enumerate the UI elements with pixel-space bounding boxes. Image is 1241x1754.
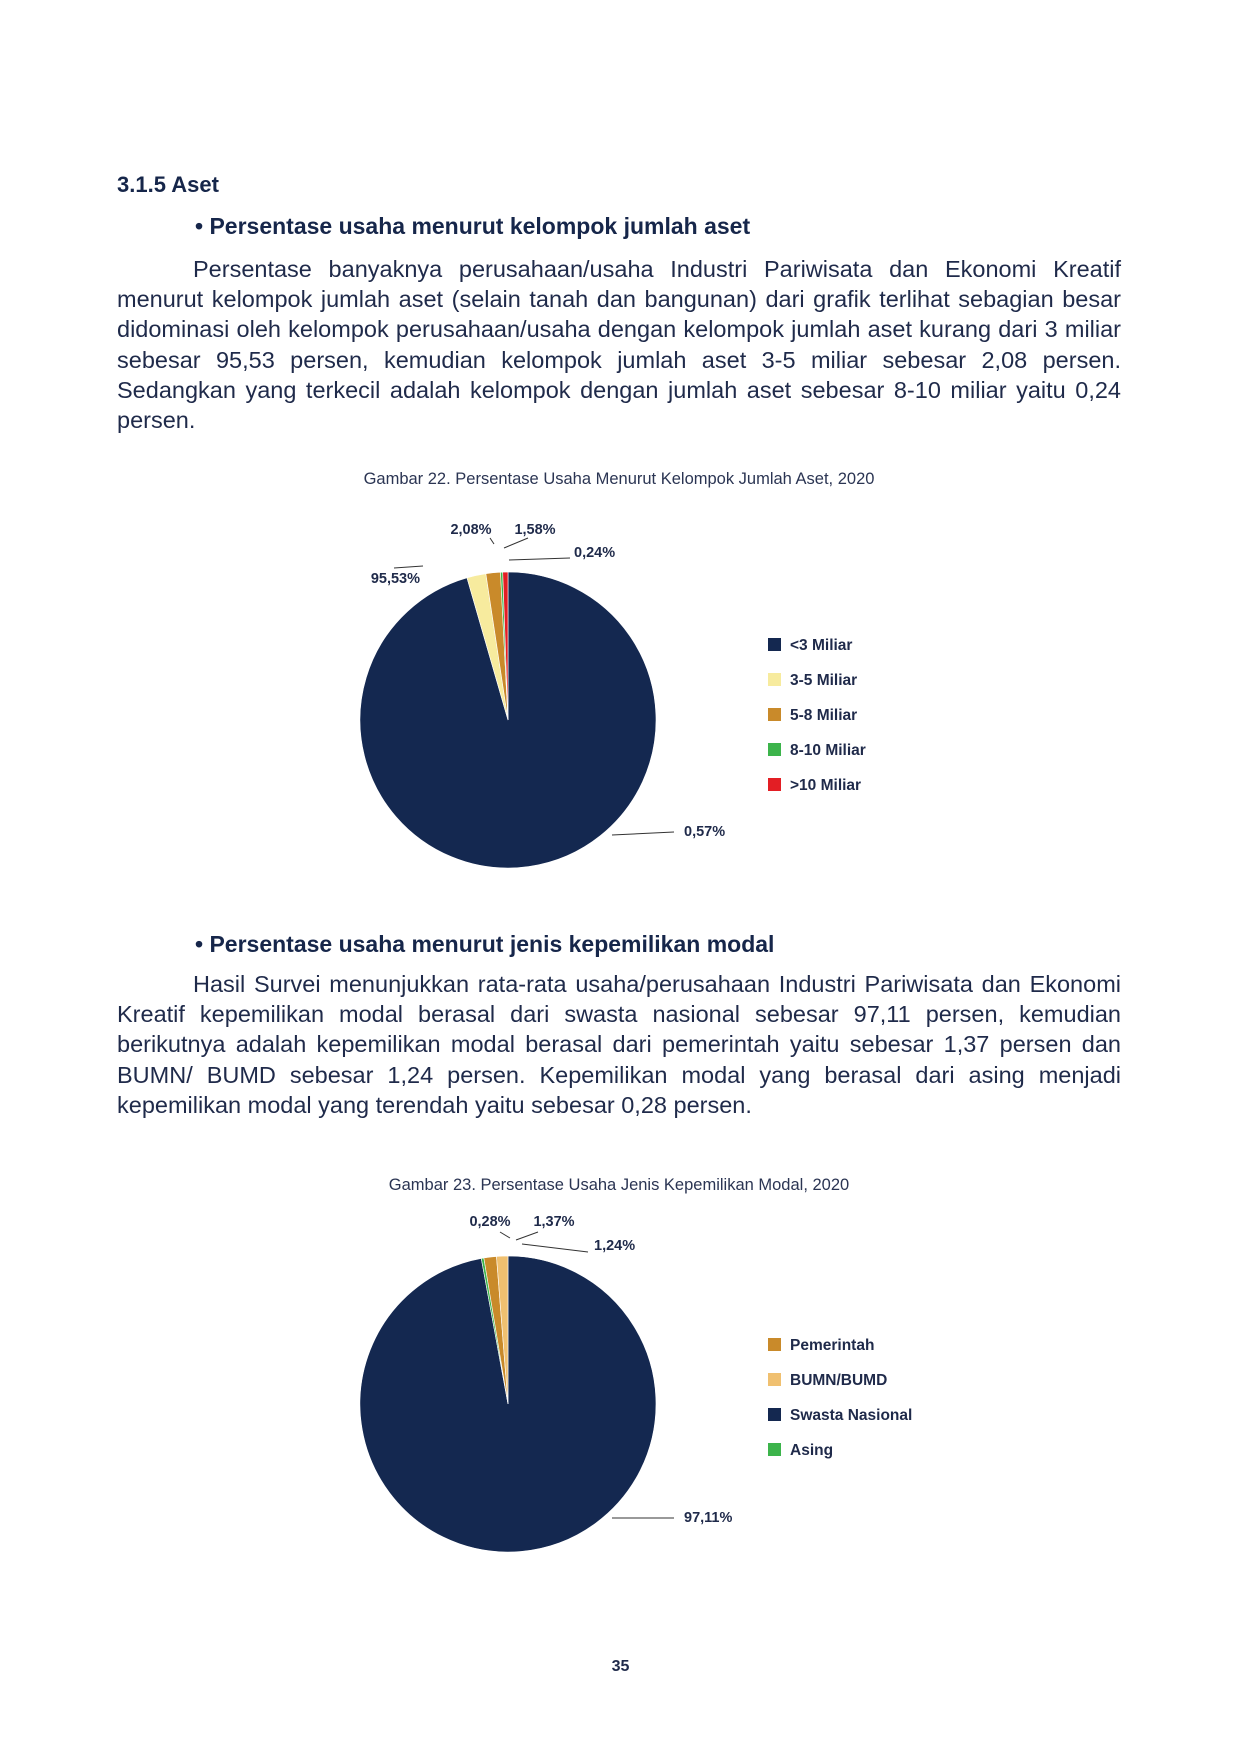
legend-swatch-2 xyxy=(768,708,781,721)
legend-label-1: BUMN/BUMD xyxy=(790,1372,888,1389)
leader-line-1 xyxy=(490,538,494,544)
leader-line-2 xyxy=(516,1232,538,1240)
legend-swatch-0 xyxy=(768,638,781,651)
leader-line-0 xyxy=(394,566,423,568)
subheading-aset: • Persentase usaha menurut kelompok jumlah aset xyxy=(195,213,751,239)
figure-caption-22: Gambar 22. Persentase Usaha Menurut Kelompok Jumlah Aset, 2020 xyxy=(363,470,875,488)
section-heading: 3.1.5 Aset xyxy=(117,172,219,197)
page-number: 35 xyxy=(611,1658,630,1675)
leader-line-3 xyxy=(522,1244,588,1252)
leader-line-3 xyxy=(509,558,570,560)
legend-label-2: Swasta Nasional xyxy=(790,1407,913,1424)
legend-swatch-2 xyxy=(768,1408,781,1421)
legend-swatch-1 xyxy=(768,1373,781,1386)
slice-label-1: 0,28% xyxy=(469,1214,511,1230)
slice-label-2: 1,58% xyxy=(514,522,556,538)
paragraph-aset: Persentase banyaknya perusahaan/usaha Industri Pariwisata dan Ekonomi Kreatif menurut kelompok jumlah aset (selain tanah dan bangunan) dari grafik terlihat sebagian besar didominasi oleh kelompok perusahaan/usaha dengan kelompok jumlah aset kurang dari 3 miliar sebesar 95,53 persen, kemudian kelompok jumlah aset 3-5 miliar sebesar 2,08 persen. Sedangkan yang terkecil adalah kelompok dengan jumlah aset sebesar 8-10 miliar yaitu 0,24 persen. xyxy=(117,256,1121,434)
leader-line-2 xyxy=(504,538,528,548)
legend-label-0: <3 Miliar xyxy=(790,637,853,654)
legend-swatch-3 xyxy=(768,1443,781,1456)
legend-label-4: >10 Miliar xyxy=(790,777,862,794)
leader-line-4 xyxy=(612,832,674,835)
legend-swatch-4 xyxy=(768,778,781,791)
legend-label-0: Pemerintah xyxy=(790,1337,875,1354)
leader-line-1 xyxy=(500,1232,510,1238)
slice-label-0: 97,11% xyxy=(684,1510,733,1526)
slice-label-3: 1,24% xyxy=(594,1238,636,1254)
legend-label-3: Asing xyxy=(790,1442,834,1459)
slice-label-4: 0,57% xyxy=(684,824,726,840)
slice-label-3: 0,24% xyxy=(574,545,616,561)
paragraph-modal: Hasil Survei menunjukkan rata-rata usaha/perusahaan Industri Pariwisata dan Ekonomi Kreatif kepemilikan modal berasal dari swasta nasional sebesar 97,11 persen, kemudian berikutnya adalah kepemilikan modal berasal dari pemerintah yaitu sebesar 1,37 persen dan BUMN/ BUMD sebesar 1,24 persen. Kepemilikan modal yang berasal dari asing menjadi kepemilikan modal yang terendah yaitu sebesar 0,28 persen. xyxy=(117,971,1121,1118)
slice-label-2: 1,37% xyxy=(533,1214,575,1230)
subheading-modal: • Persentase usaha menurut jenis kepemilikan modal xyxy=(195,931,775,957)
pie-chart-modal xyxy=(0,1214,1241,1578)
legend-swatch-1 xyxy=(768,673,781,686)
legend-swatch-3 xyxy=(768,743,781,756)
legend-label-2: 5-8 Miliar xyxy=(790,707,858,724)
slice-label-1: 2,08% xyxy=(450,522,492,538)
legend-label-1: 3-5 Miliar xyxy=(790,672,858,689)
legend-label-3: 8-10 Miliar xyxy=(790,742,866,759)
pie-chart-aset xyxy=(0,520,1241,880)
slice-label-0: 95,53% xyxy=(370,571,420,587)
figure-caption-23: Gambar 23. Persentase Usaha Jenis Kepemilikan Modal, 2020 xyxy=(388,1176,850,1194)
legend-swatch-0 xyxy=(768,1338,781,1351)
